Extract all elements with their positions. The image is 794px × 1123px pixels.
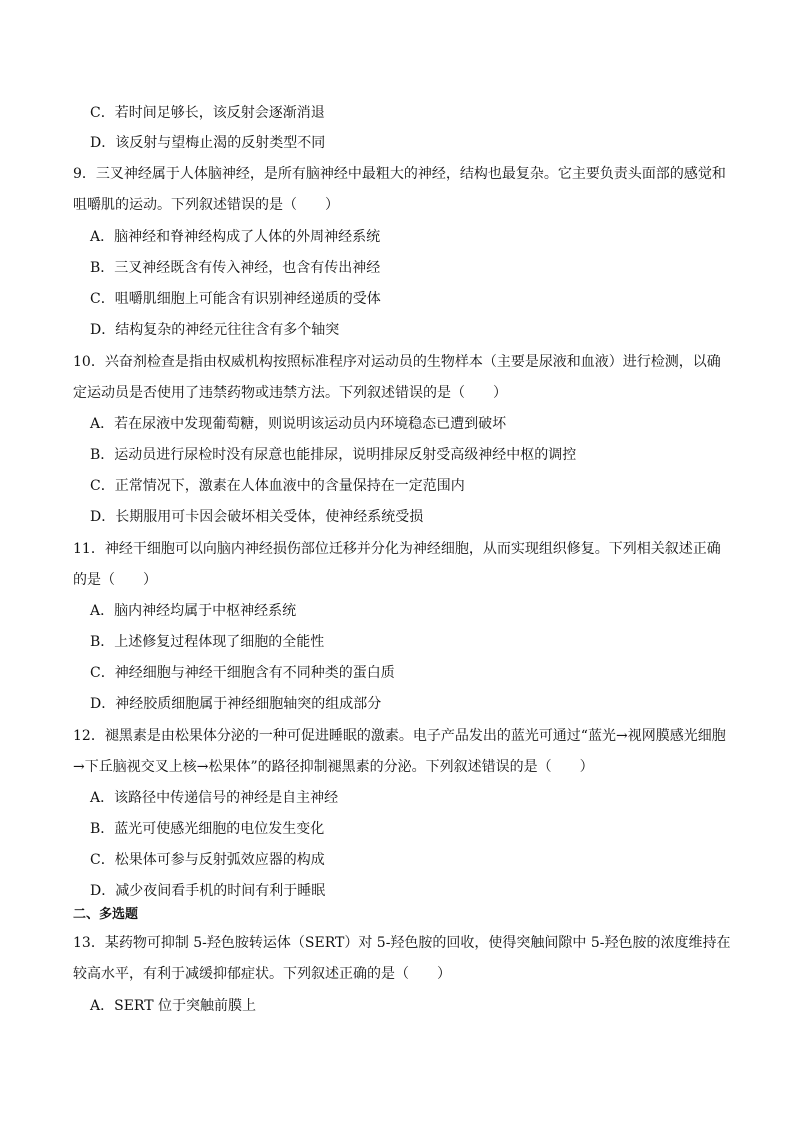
question-11-option-a: A．脑内神经均属于中枢神经系统 [90, 602, 297, 619]
question-10-option-c: C．正常情况下，激素在人体血液中的含量保持在一定范围内 [90, 477, 465, 494]
question-10-option-a: A．若在尿液中发现葡萄糖，则说明该运动员内环境稳态已遭到破坏 [90, 415, 507, 432]
question-11-option-d: D．神经胶质细胞属于神经细胞轴突的组成部分 [90, 695, 382, 712]
question-12-stem-line-2: →下丘脑视交叉上核→松果体”的路径抑制褪黑素的分泌。下列叙述错误的是（ ） [73, 758, 594, 775]
question-9-option-b: B．三叉神经既含有传入神经，也含有传出神经 [90, 259, 381, 276]
question-13-option-a: A．SERT 位于突触前膜上 [90, 997, 257, 1014]
question-12-option-d: D．减少夜间看手机的时间有利于睡眠 [90, 882, 326, 899]
question-10-option-d: D．长期服用可卡因会破坏相关受体，使神经系统受损 [90, 508, 424, 525]
question-8-option-d: D．该反射与望梅止渴的反射类型不同 [90, 134, 326, 151]
question-9-option-a: A．脑神经和脊神经构成了人体的外周神经系统 [90, 228, 381, 245]
section-heading-multiple-choice: 二、多选题 [73, 907, 139, 922]
question-9-stem-line-1: 9．三叉神经属于人体脑神经，是所有脑神经中最粗大的神经，结构也最复杂。它主要负责头面部的感觉和 [73, 165, 726, 182]
question-13-stem-line-1: 13．某药物可抑制 5-羟色胺转运体（SERT）对 5-羟色胺的回收，使得突触间隙中 5-羟色胺的浓度维持在 [73, 934, 731, 951]
question-10-stem-line-1: 10．兴奋剂检查是指由权威机构按照标准程序对运动员的生物样本（主要是尿液和血液）进行检测，以确 [73, 353, 721, 370]
question-11-stem-line-1: 11．神经干细胞可以向脑内神经损伤部位迁移并分化为神经细胞，从而实现组织修复。下列相关叙述正确 [73, 540, 721, 557]
question-12-option-a: A．该路径中传递信号的神经是自主神经 [90, 789, 339, 806]
question-11-option-b: B．上述修复过程体现了细胞的全能性 [90, 633, 325, 650]
question-9-stem-line-2: 咀嚼肌的运动。下列叙述错误的是（ ） [73, 196, 339, 213]
question-10-stem-line-2: 定运动员是否使用了违禁药物或违禁方法。下列叙述错误的是（ ） [73, 384, 507, 401]
question-13-stem-line-2: 较高水平，有利于减缓抑郁症状。下列叙述正确的是（ ） [73, 965, 451, 982]
question-12-stem-line-1: 12．褪黑素是由松果体分泌的一种可促进睡眠的激素。电子产品发出的蓝光可通过“蓝光→视网膜感光细胞 [73, 727, 726, 744]
question-9-option-c: C．咀嚼肌细胞上可能含有识别神经递质的受体 [90, 290, 381, 307]
question-10-option-b: B．运动员进行尿检时没有尿意也能排尿，说明排尿反射受高级神经中枢的调控 [90, 446, 577, 463]
question-11-stem-line-2: 的是（ ） [73, 571, 157, 588]
question-12-option-b: B．蓝光可使感光细胞的电位发生变化 [90, 820, 325, 837]
question-11-option-c: C．神经细胞与神经干细胞含有不同种类的蛋白质 [90, 664, 395, 681]
question-8-option-c: C．若时间足够长，该反射会逐渐消退 [90, 104, 325, 121]
question-12-option-c: C．松果体可参与反射弧效应器的构成 [90, 851, 325, 868]
question-9-option-d: D．结构复杂的神经元往往含有多个轴突 [90, 321, 340, 338]
